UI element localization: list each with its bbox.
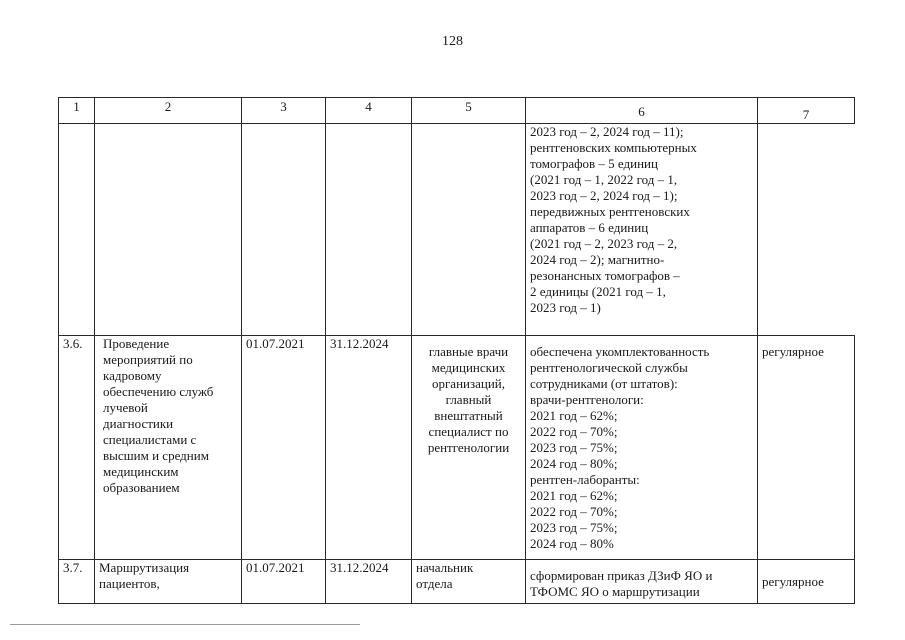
responsible-line: начальник — [416, 560, 474, 575]
responsible-line: рентгенологии — [427, 440, 510, 455]
responsible-line: медицинских — [431, 360, 506, 375]
result-line: 2023 год – 2, 2024 год – 11); — [530, 124, 684, 139]
activity-line: медицинским — [103, 464, 179, 479]
result-line: 2023 год – 2, 2024 год – 1); — [530, 188, 678, 203]
result-line: 2023 год – 75%; — [530, 440, 618, 455]
responsible — [412, 560, 526, 604]
start-date — [242, 124, 326, 336]
end-date — [326, 124, 412, 336]
result-line: (2021 год – 1, 2022 год – 1, — [530, 172, 678, 187]
activity-line: обеспечению служб — [103, 384, 214, 399]
header-col-1: 1 — [59, 98, 95, 124]
responsible-line: организаций, — [431, 376, 506, 391]
activity-name — [95, 124, 242, 336]
activity-line: высшим и средним — [103, 448, 209, 463]
result-line: 2024 год – 2); магнитно- — [530, 252, 665, 267]
result-cell — [526, 336, 758, 560]
start-date: 01.07.2021 — [242, 336, 326, 560]
table-row-3-7 — [59, 560, 855, 604]
header-col-5: 5 — [412, 98, 526, 124]
result-line: сформирован приказ ДЗиФ ЯО и — [530, 568, 713, 583]
plan-table — [58, 97, 855, 604]
result-line: (2021 год – 2, 2023 год – 2, — [530, 236, 678, 251]
responsible-line: специалист по — [428, 424, 509, 439]
result-line: резонансных томографов – — [530, 268, 680, 283]
row-number: 3.6. — [59, 336, 95, 560]
activity-name — [95, 336, 242, 560]
result-line: 2023 год – 1) — [530, 300, 601, 315]
result-line: 2024 год – 80% — [530, 536, 614, 551]
responsible-line: главные врачи — [428, 344, 509, 359]
result-line: 2021 год – 62%; — [530, 408, 618, 423]
result-line: 2021 год – 62%; — [530, 488, 618, 503]
result-line: сотрудниками (от штатов): — [530, 376, 678, 391]
row-number: 3.7. — [59, 560, 95, 604]
header-row — [59, 98, 855, 124]
activity-line: специалистами с — [103, 432, 197, 447]
end-date: 31.12.2024 — [326, 336, 412, 560]
result-line: обеспечена укомплектованность — [530, 344, 710, 359]
result-line: врачи-рентгенологи: — [530, 392, 644, 407]
end-date: 31.12.2024 — [326, 560, 412, 604]
table-row-continuation — [59, 124, 855, 336]
result-cell — [526, 560, 758, 604]
scan-artifact-line — [10, 624, 360, 625]
result-line: 2022 год – 70%; — [530, 504, 618, 519]
activity-line: образованием — [103, 480, 180, 495]
result-cell — [526, 124, 758, 336]
result-line: 2 единицы (2021 год – 1, — [530, 284, 666, 299]
frequency: регулярное — [758, 560, 855, 604]
activity-line: кадровому — [103, 368, 162, 383]
result-line: 2022 год – 70%; — [530, 424, 618, 439]
result-line: 2023 год – 75%; — [530, 520, 618, 535]
activity-line: мероприятий по — [103, 352, 193, 367]
activity-name — [95, 560, 242, 604]
result-line: рентген-лаборанты: — [530, 472, 640, 487]
result-line: рентгеновских компьютерных — [530, 140, 697, 155]
result-line: томографов – 5 единиц — [530, 156, 658, 171]
responsible — [412, 336, 526, 560]
activity-line: лучевой — [103, 400, 148, 415]
table-row-3-6 — [59, 336, 855, 560]
activity-line: пациентов, — [99, 576, 160, 591]
responsible-line: внештатный — [434, 408, 503, 423]
responsible-line: главный — [445, 392, 492, 407]
responsible-line: отдела — [416, 576, 453, 591]
activity-line: Проведение — [103, 336, 170, 351]
header-col-6: 6 — [526, 98, 758, 124]
result-line: ТФОМС ЯО о маршрутизации — [530, 584, 700, 599]
result-line: передвижных рентгеновских — [530, 204, 690, 219]
header-col-3: 3 — [242, 98, 326, 124]
header-col-7: 7 — [758, 98, 855, 124]
activity-line: Маршрутизация — [99, 560, 190, 575]
result-line: аппаратов – 6 единиц — [530, 220, 649, 235]
activity-line: диагностики — [103, 416, 174, 431]
responsible — [412, 124, 526, 336]
row-number — [59, 124, 95, 336]
result-line: 2024 год – 80%; — [530, 456, 618, 471]
header-col-2: 2 — [95, 98, 242, 124]
frequency: регулярное — [758, 336, 855, 560]
start-date: 01.07.2021 — [242, 560, 326, 604]
header-col-4: 4 — [326, 98, 412, 124]
page-number: 128 — [442, 34, 463, 49]
result-line: рентгенологической службы — [530, 360, 688, 375]
